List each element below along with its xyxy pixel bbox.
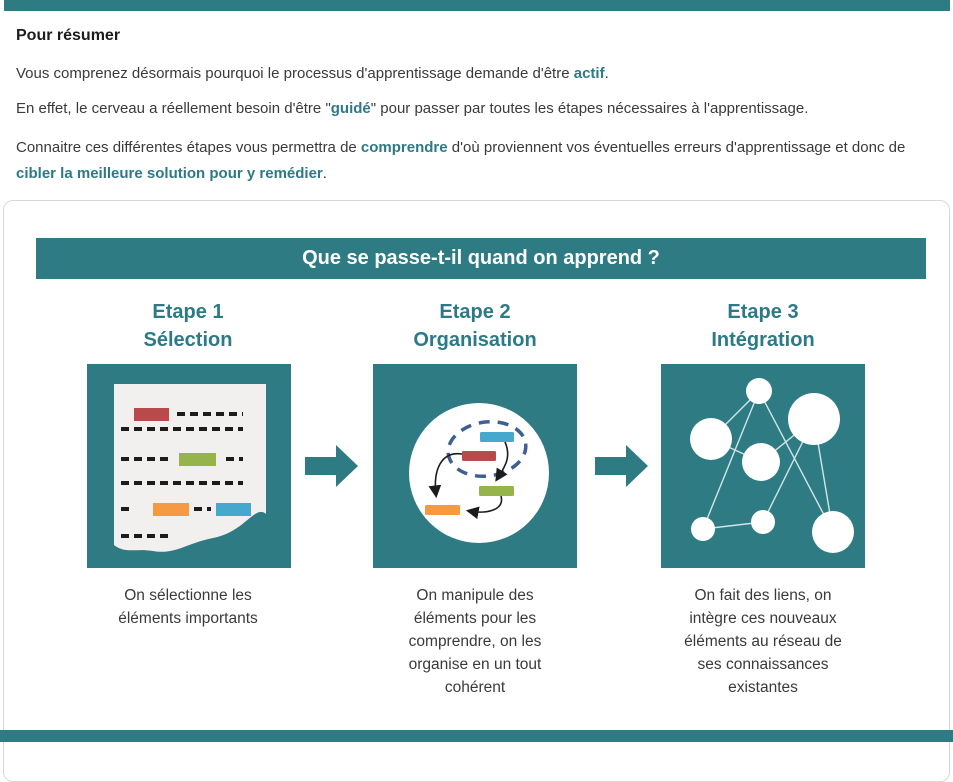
paragraph-text: . xyxy=(322,165,327,182)
highlight-cibler: cibler la meilleure solution pour y remédier xyxy=(16,165,323,182)
summary-paragraph-1 xyxy=(16,61,942,87)
step1-label: Etape 1 xyxy=(152,301,224,323)
diagram-panel xyxy=(3,200,950,782)
step3-illustration xyxy=(661,364,865,568)
step2-label: Etape 2 xyxy=(439,301,511,323)
caption-line: On sélectionne les xyxy=(124,587,252,604)
highlight-guide: guidé xyxy=(330,100,371,117)
step1-illustration xyxy=(87,364,291,568)
arrow-right-icon xyxy=(595,444,649,488)
caption-line: éléments importants xyxy=(118,610,258,627)
step2-illustration xyxy=(373,364,577,568)
caption-line: éléments au réseau de xyxy=(684,633,842,650)
step2-heading xyxy=(365,298,585,354)
caption-line: cohérent xyxy=(444,679,506,696)
top-accent-bar xyxy=(4,0,950,11)
paragraph-text: " pour passer par toutes les étapes nécessaires à l'apprentissage. xyxy=(370,100,809,117)
diagram-title: Que se passe-t-il quand on apprend ? xyxy=(36,238,926,279)
step3-name: Intégration xyxy=(711,329,815,351)
summary-heading: Pour résumer xyxy=(16,27,121,44)
caption-line: On fait des liens, on xyxy=(694,587,832,604)
caption-line: intègre ces nouveaux xyxy=(689,610,837,627)
step3-label: Etape 3 xyxy=(727,301,799,323)
step1-caption xyxy=(73,584,303,630)
caption-line: On manipule des xyxy=(416,587,534,604)
paragraph-text: En effet, le cerveau a réellement besoin d'être " xyxy=(16,100,331,117)
grouped-elements-icon xyxy=(373,364,577,568)
caption-line: ses connaissances xyxy=(697,656,829,673)
step3-caption xyxy=(648,584,878,699)
caption-line: comprendre, on les xyxy=(408,633,542,650)
paragraph-text: . xyxy=(604,65,609,82)
summary-paragraph-2 xyxy=(16,96,942,122)
caption-line: existantes xyxy=(728,679,798,696)
summary-paragraph-3 xyxy=(16,135,942,187)
step2-name: Organisation xyxy=(413,329,537,351)
highlighted-document-icon xyxy=(87,364,291,568)
caption-line: éléments pour les xyxy=(413,610,537,627)
step1-heading xyxy=(78,298,298,354)
caption-line: organise en un tout xyxy=(408,656,542,673)
network-icon xyxy=(661,364,865,568)
highlight-comprendre: comprendre xyxy=(360,139,448,156)
bottom-accent-bar xyxy=(0,730,953,742)
arrow-right-icon xyxy=(305,444,359,488)
paragraph-text: d'où proviennent vos éventuelles erreurs d'apprentissage et donc de xyxy=(447,139,906,156)
step2-caption xyxy=(360,584,590,699)
paragraph-text: Vous comprenez désormais pourquoi le processus d'apprentissage demande d'être xyxy=(16,65,574,82)
highlight-actif: actif xyxy=(573,65,605,82)
paragraph-text: Connaitre ces différentes étapes vous permettra de xyxy=(16,139,361,156)
step1-name: Sélection xyxy=(143,329,233,351)
step3-heading xyxy=(653,298,873,354)
